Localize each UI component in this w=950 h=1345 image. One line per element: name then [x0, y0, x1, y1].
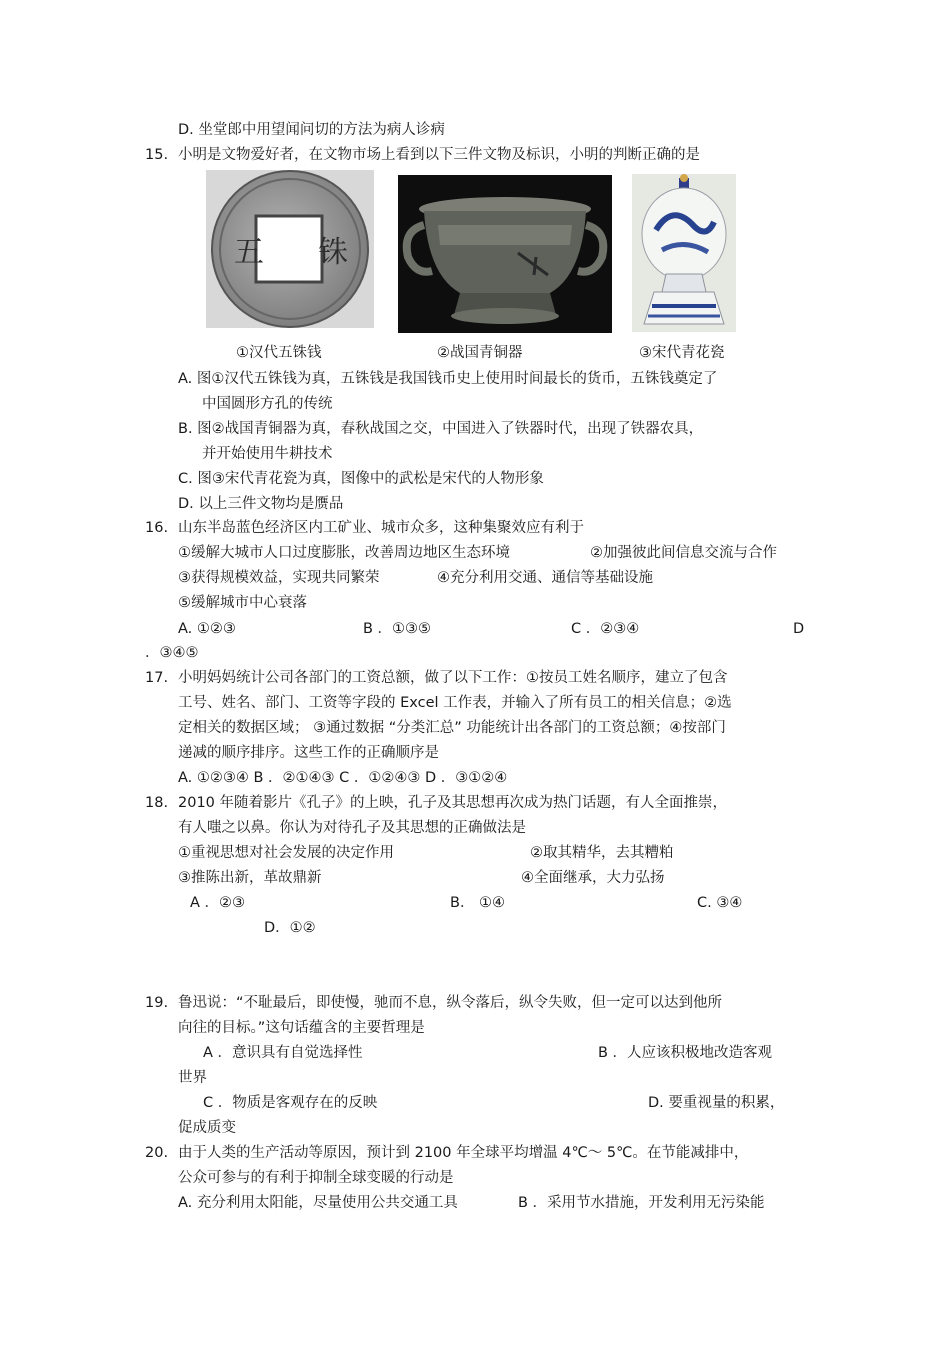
- coin-char-left: 五: [234, 235, 264, 270]
- q16-number: 16.: [145, 520, 169, 536]
- q17-line-3: 定相关的数据区域； ③通过数据 “分类汇总” 功能统计出各部门的工资总额；④按部门: [178, 720, 726, 736]
- q18-line-2: 有人嗤之以鼻。你认为对待孔子及其思想的正确做法是: [178, 820, 526, 836]
- q20-choice-b: B ．采用节水措施，开发利用无污染能: [518, 1195, 765, 1211]
- q19-line-1: 鲁迅说：“不耻最后，即使慢，驰而不息，纵令落后，纵令失败，但一定可以达到他所: [178, 995, 723, 1011]
- q20-choice-a: A. 充分利用太阳能，尽量使用公共交通工具: [178, 1195, 458, 1211]
- porcelain-image: [632, 174, 736, 332]
- q17-number: 17.: [145, 670, 169, 686]
- wuzhu-coin-illustration: [206, 170, 374, 328]
- q15-option-c: C. 图③宋代青花瓷为真，图像中的武松是宋代的人物形象: [178, 471, 544, 487]
- q17-line-2: 工号、姓名、部门、工资等字段的 Excel 工作表，并输入了所有员工的相关信息；②选: [178, 695, 732, 711]
- q18-line-1: 2010 年随着影片《孔子》的上映，孔子及其思想再次成为热门话题，有人全面推崇，: [178, 795, 728, 811]
- q15-option-a-line1: A. 图①汉代五铢钱为真，五铢钱是我国钱币史上使用时间最长的货币，五铢钱奠定了: [178, 371, 718, 387]
- coin-char-right: 铢: [318, 235, 348, 270]
- q20-line-2: 公众可参与的有利于抑制全球变暖的行动是: [178, 1170, 454, 1186]
- q16-choice-d-label: D: [793, 621, 805, 637]
- bronze-vessel-illustration: [398, 175, 612, 333]
- q18-item-2: ②取其精华，去其糟粕: [530, 845, 674, 861]
- q18-choice-b: B． ①④: [450, 895, 506, 911]
- q18-item-1: ①重视思想对社会发展的决定作用: [178, 845, 394, 861]
- q17-choices: A. ①②③④ B ．②①④③ C ．①②④③ D ．③①②④: [178, 770, 508, 786]
- q15-option-a-line2: 中国圆形方孔的传统: [202, 396, 333, 412]
- caption-3: ③宋代青花瓷: [639, 345, 725, 361]
- q19-number: 19.: [145, 995, 169, 1011]
- q15-stem: 小明是文物爱好者，在文物市场上看到以下三件文物及标识，小明的判断正确的是: [178, 147, 700, 163]
- q16-item-4: ④充分利用交通、通信等基础设施: [437, 570, 653, 586]
- q19-line-2: 向往的目标。”这句话蕴含的主要哲理是: [178, 1020, 425, 1036]
- q19-choice-a: A ．意识具有自觉选择性: [203, 1045, 363, 1061]
- q16-stem: 山东半岛蓝色经济区内工矿业、城市众多，这种集聚效应有利于: [178, 520, 584, 536]
- q15-option-d: D. 以上三件文物均是赝品: [178, 496, 344, 512]
- q19-choice-d-line2: 促成质变: [178, 1120, 236, 1136]
- q16-choice-a: A. ①②③: [178, 621, 236, 637]
- q18-choice-a: A ．②③: [190, 895, 246, 911]
- q19-choice-d-line1: D. 要重视量的积累，: [648, 1095, 785, 1111]
- q18-item-4: ④全面继承，大力弘扬: [521, 870, 665, 886]
- q18-number: 18.: [145, 795, 169, 811]
- caption-1: ①汉代五铢钱: [236, 345, 322, 361]
- q18-choice-d: D．①②: [264, 920, 316, 936]
- coin-image: [206, 170, 374, 328]
- caption-2: ②战国青铜器: [437, 345, 523, 361]
- q16-choice-c: C ．②③④: [571, 621, 640, 637]
- q19-choice-b-line2: 世界: [178, 1070, 207, 1086]
- q16-choice-d-value: ．③④⑤: [145, 645, 199, 661]
- q16-item-2: ②加强彼此间信息交流与合作: [590, 545, 777, 561]
- q16-item-1: ①缓解大城市人口过度膨胀，改善周边地区生态环境: [178, 545, 510, 561]
- q16-item-5: ⑤缓解城市中心衰落: [178, 595, 307, 611]
- q20-line-1: 由于人类的生产活动等原因，预计到 2100 年全球平均增温 4℃～ 5℃。在节能减排中，: [178, 1145, 749, 1161]
- bronze-vessel-image: [398, 175, 612, 333]
- q17-line-1: 小明妈妈统计公司各部门的工资总额，做了以下工作：①按员工姓名顺序，建立了包含: [178, 670, 728, 686]
- q15-option-b-line2: 并开始使用牛耕技术: [202, 446, 333, 462]
- q18-choice-c: C. ③④: [697, 895, 743, 911]
- q16-choice-b: B ．①③⑤: [363, 621, 432, 637]
- q16-item-3: ③获得规模效益，实现共同繁荣: [178, 570, 380, 586]
- q18-item-3: ③推陈出新，革故鼎新: [178, 870, 322, 886]
- q15-number: 15.: [145, 147, 169, 163]
- q20-number: 20.: [145, 1145, 169, 1161]
- q17-line-4: 递减的顺序排序。这些工作的正确顺序是: [178, 745, 439, 761]
- q19-choice-b-line1: B ．人应该积极地改造客观: [598, 1045, 773, 1061]
- q14-option-d: D. 坐堂郎中用望闻问切的方法为病人诊病: [178, 122, 445, 138]
- q19-choice-c: C ．物质是客观存在的反映: [203, 1095, 378, 1111]
- q15-option-b-line1: B. 图②战国青铜器为真，春秋战国之交，中国进入了铁器时代，出现了铁器农具，: [178, 421, 704, 437]
- porcelain-vase-illustration: [632, 174, 736, 332]
